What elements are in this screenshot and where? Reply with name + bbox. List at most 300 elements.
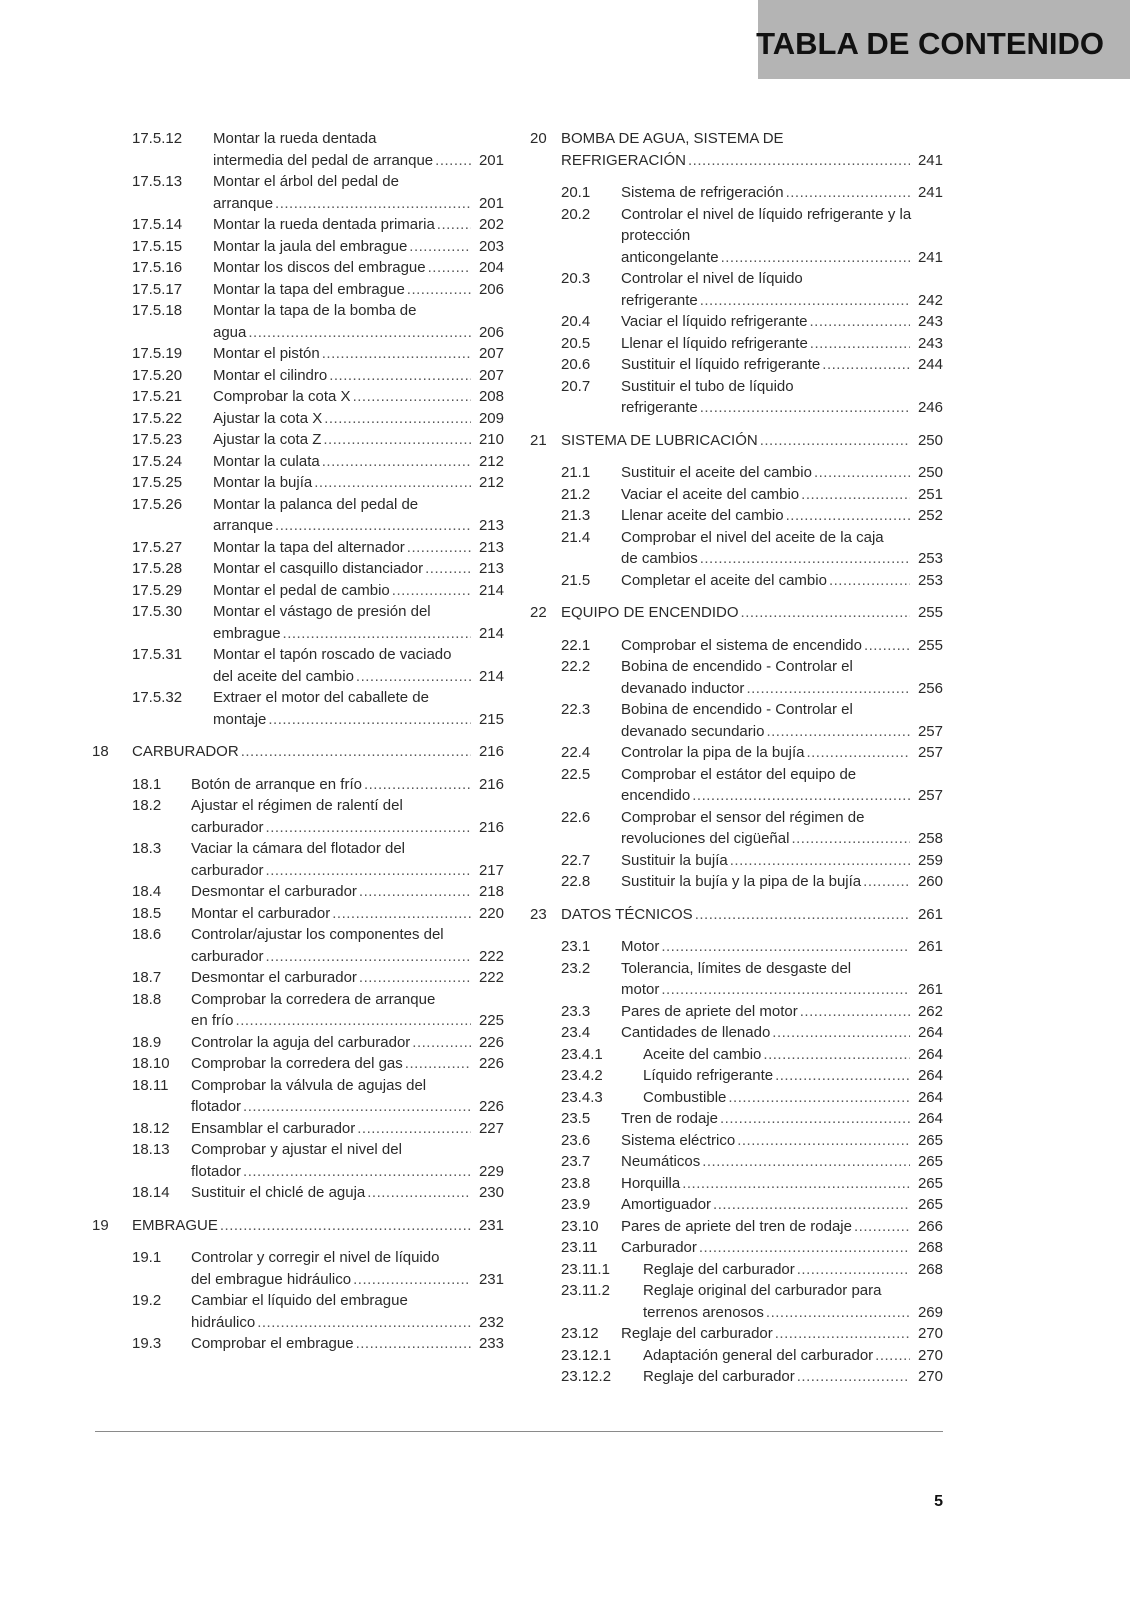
- toc-entry-number: 20.6: [561, 356, 591, 373]
- toc-chapter-entry[interactable]: [92, 741, 504, 763]
- toc-entry-title: de cambios: [621, 550, 698, 567]
- toc-entry-title: Adaptación general del carburador: [643, 1346, 874, 1364]
- toc-page-number: 243: [917, 313, 943, 330]
- toc-entry[interactable]: [530, 1001, 943, 1023]
- dot-leader: [392, 580, 471, 602]
- toc-entry-title: Montar la tapa del embrague: [213, 280, 405, 298]
- toc-page-number: 230: [478, 1184, 504, 1201]
- toc-entry-title: Vaciar el líquido refrigerante: [621, 313, 808, 330]
- dot-leader: [236, 1010, 471, 1032]
- toc-entry-number: 19.1: [132, 1249, 162, 1266]
- toc-entry[interactable]: [92, 903, 504, 925]
- dot-leader: [661, 936, 910, 958]
- dot-leader: [353, 1269, 471, 1291]
- toc-entry-number: 22.7: [561, 851, 591, 869]
- dot-leader: [322, 343, 471, 365]
- toc-entry-title: Ensamblar el carburador: [191, 1119, 356, 1137]
- toc-entry-number: 23.3: [561, 1002, 591, 1020]
- dot-leader: [854, 1216, 910, 1238]
- toc-entry[interactable]: [92, 1032, 504, 1054]
- toc-entry[interactable]: [92, 494, 504, 537]
- toc-entry[interactable]: [92, 601, 504, 644]
- dot-leader: [241, 741, 471, 763]
- toc-entry-title: del aceite del cambio: [213, 667, 354, 685]
- toc-page-number: 270: [917, 1325, 943, 1342]
- toc-page-number: 265: [917, 1196, 943, 1213]
- toc-entry-number: 21.3: [561, 507, 591, 524]
- toc-entry-title: Sistema de refrigeración: [621, 184, 784, 201]
- toc-entry-number: 21.1: [561, 464, 591, 481]
- dot-leader: [810, 311, 911, 333]
- toc-entry[interactable]: [92, 774, 504, 796]
- toc-entry-title: Montar la bujía: [213, 474, 313, 491]
- toc-entry-number: 17.5.12: [132, 130, 183, 147]
- toc-entry-title: Montar el cilindro: [213, 366, 328, 384]
- toc-entry[interactable]: [92, 429, 504, 451]
- toc-chapter-entry[interactable]: [530, 602, 943, 624]
- toc-entry-number: 17.5.25: [132, 474, 183, 491]
- toc-page-number: 261: [917, 981, 943, 998]
- toc-page-number: 222: [478, 969, 504, 986]
- toc-entry[interactable]: [92, 537, 504, 559]
- toc-page-number: 258: [917, 830, 943, 847]
- toc-entry[interactable]: [92, 687, 504, 730]
- toc-page-number: 209: [478, 409, 504, 427]
- toc-page-number: 268: [917, 1260, 943, 1278]
- toc-entry-title: Desmontar el carburador: [191, 883, 357, 900]
- toc-entry[interactable]: [530, 268, 943, 311]
- toc-entry-title: carburador: [191, 818, 264, 836]
- toc-entry-title: Montar los discos del embrague: [213, 259, 426, 276]
- toc-entry-title: Botón de arranque en frío: [191, 775, 362, 793]
- toc-entry[interactable]: [530, 958, 943, 1001]
- toc-entry-number: 18.14: [132, 1184, 170, 1201]
- toc-entry[interactable]: [530, 1366, 943, 1388]
- toc-entry-number: 17.5.28: [132, 560, 183, 577]
- dot-leader: [702, 1151, 910, 1173]
- toc-entry-number: 20.4: [561, 313, 591, 330]
- toc-page-number: 226: [478, 1033, 504, 1051]
- toc-entry-number: 21.5: [561, 571, 591, 589]
- toc-entry-title: Montar el carburador: [191, 904, 331, 922]
- toc-entry-title: Completar el aceite del cambio: [621, 571, 827, 589]
- toc-entry-title: Montar el pedal de cambio: [213, 581, 390, 599]
- toc-entry[interactable]: [530, 699, 943, 742]
- toc-entry[interactable]: [92, 580, 504, 602]
- dot-leader: [266, 860, 471, 882]
- dot-leader: [405, 1053, 471, 1075]
- toc-entry-number: 18.7: [132, 969, 162, 986]
- toc-entry[interactable]: [530, 182, 943, 204]
- toc-entry[interactable]: [92, 279, 504, 301]
- toc-entry-title: hidráulico: [191, 1313, 256, 1331]
- dot-leader: [359, 881, 471, 903]
- toc-entry-title: Comprobar el sistema de encendido: [621, 636, 862, 654]
- toc-entry-number: 23.11.2: [561, 1282, 610, 1299]
- toc-entry-number: 17.5.15: [132, 237, 183, 255]
- toc-entry-number: 23.12.2: [561, 1368, 612, 1385]
- toc-page-number: 241: [917, 151, 943, 169]
- toc-entry-number: 18.11: [132, 1076, 169, 1094]
- toc-entry[interactable]: [530, 505, 943, 527]
- toc-entry-title-line: Montar la tapa de la bomba de: [213, 302, 417, 319]
- dot-leader: [700, 290, 910, 312]
- toc-entry-title: Montar la tapa del alternador: [213, 538, 405, 556]
- dot-leader: [695, 904, 910, 926]
- toc-entry-number: 17.5.17: [132, 280, 183, 298]
- toc-entry[interactable]: [92, 1247, 504, 1290]
- toc-chapter-entry[interactable]: [530, 904, 943, 926]
- footer-divider: [95, 1431, 943, 1432]
- toc-entry-title: Comprobar la corredera del gas: [191, 1055, 403, 1072]
- toc-entry-number: 17.5.32: [132, 689, 183, 706]
- toc-entry[interactable]: [530, 333, 943, 355]
- toc-entry[interactable]: [92, 1075, 504, 1118]
- toc-entry[interactable]: [530, 1044, 943, 1066]
- toc-entry[interactable]: [92, 989, 504, 1032]
- toc-entry-number: 23.12.1: [561, 1346, 612, 1364]
- toc-page-number: 259: [917, 851, 943, 869]
- toc-page-number: 261: [917, 938, 943, 955]
- dot-leader: [275, 515, 471, 537]
- dot-leader: [737, 1130, 910, 1152]
- toc-entry[interactable]: [530, 1130, 943, 1152]
- toc-entry-number: 20.3: [561, 270, 591, 287]
- toc-entry-number: 23.9: [561, 1196, 591, 1213]
- toc-page-number: 253: [917, 571, 943, 589]
- toc-entry-title: en frío: [191, 1012, 234, 1029]
- toc-entry-number: 17.5.16: [132, 259, 183, 276]
- toc-entry-number: 20.2: [561, 205, 591, 223]
- toc-entry[interactable]: [92, 214, 504, 236]
- toc-page-number: 225: [478, 1012, 504, 1029]
- toc-entry-title: Montar el casquillo distanciador: [213, 560, 424, 577]
- dot-leader: [329, 365, 471, 387]
- toc-page-number: 264: [917, 1088, 943, 1106]
- toc-entry-title: Sustituir el aceite del cambio: [621, 464, 812, 481]
- toc-entry-number: 22: [530, 604, 547, 621]
- toc-entry-title: Sustituir la bujía y la pipa de la bujía: [621, 873, 862, 890]
- toc-entry[interactable]: [530, 1022, 943, 1044]
- dot-leader: [428, 257, 471, 279]
- toc-entry-title-line: Controlar el nivel de líquido refrigerante y la protección: [621, 205, 912, 244]
- toc-page-number: 253: [917, 550, 943, 567]
- toc-entry[interactable]: [92, 257, 504, 279]
- dot-leader: [692, 785, 910, 807]
- toc-entry[interactable]: [92, 1118, 504, 1140]
- toc-page-number: 206: [478, 280, 504, 298]
- toc-entry-title: CARBURADOR: [132, 743, 239, 760]
- toc-entry-title-line: Comprobar el estátor del equipo de: [621, 765, 857, 783]
- toc-entry-title-line: Controlar/ajustar los componentes del: [191, 926, 444, 943]
- toc-page-number: 269: [917, 1303, 943, 1321]
- toc-page-number: 210: [478, 431, 504, 448]
- toc-entry-number: 23.4.2: [561, 1067, 603, 1084]
- toc-entry-title-line: Sustituir el tubo de líquido: [621, 377, 794, 395]
- toc-entry[interactable]: [530, 1173, 943, 1195]
- toc-page-number: 250: [917, 431, 943, 449]
- toc-entry-title: Reglaje del carburador: [643, 1260, 795, 1278]
- toc-page-number: 204: [478, 259, 504, 276]
- toc-entry-title-line: Comprobar el nivel del aceite de la caja: [621, 528, 884, 546]
- toc-page-number: 214: [478, 581, 504, 599]
- toc-entry-title: Combustible: [643, 1088, 727, 1106]
- toc-page-number: 214: [478, 624, 504, 642]
- toc-entry[interactable]: [92, 967, 504, 989]
- toc-entry-number: 22.2: [561, 658, 591, 675]
- dot-leader: [786, 182, 910, 204]
- toc-entry[interactable]: [530, 484, 943, 506]
- toc-page-number: 268: [917, 1239, 943, 1256]
- toc-entry[interactable]: [530, 376, 943, 419]
- toc-entry[interactable]: [530, 204, 943, 269]
- dot-leader: [248, 322, 471, 344]
- toc-entry[interactable]: [92, 838, 504, 881]
- toc-page-number: 220: [478, 904, 504, 922]
- toc-entry[interactable]: [530, 462, 943, 484]
- toc-entry-title: Montar el pistón: [213, 345, 320, 362]
- toc-entry-title: Desmontar el carburador: [191, 969, 357, 986]
- toc-entry[interactable]: [92, 365, 504, 387]
- toc-entry-title-line: Comprobar el sensor del régimen de: [621, 808, 865, 826]
- toc-page-number: 208: [478, 388, 504, 405]
- dot-leader: [730, 850, 910, 872]
- toc-entry-title: flotador: [191, 1098, 242, 1115]
- dot-leader: [357, 1118, 471, 1140]
- dot-leader: [713, 1194, 910, 1216]
- toc-page-number: 217: [478, 861, 504, 879]
- toc-entry-number: 23: [530, 905, 547, 923]
- toc-page-number: 261: [917, 905, 943, 923]
- toc-entry[interactable]: [530, 354, 943, 376]
- toc-page-number: 207: [478, 345, 504, 362]
- toc-entry[interactable]: [530, 1280, 943, 1323]
- toc-page-number: 244: [917, 356, 943, 373]
- toc-entry-number: 19.2: [132, 1292, 162, 1309]
- toc-entry[interactable]: [530, 527, 943, 570]
- toc-entry[interactable]: [530, 1259, 943, 1281]
- toc-entry[interactable]: [530, 764, 943, 807]
- dot-leader: [829, 570, 910, 592]
- toc-entry[interactable]: [530, 1108, 943, 1130]
- toc-page-number: 255: [917, 636, 943, 654]
- toc-entry[interactable]: [530, 1216, 943, 1238]
- toc-entry[interactable]: [92, 924, 504, 967]
- toc-chapter-entry[interactable]: [92, 1215, 504, 1237]
- dot-leader: [257, 1312, 471, 1334]
- dot-leader: [814, 462, 910, 484]
- dot-leader: [407, 279, 471, 301]
- dot-leader: [797, 1366, 910, 1388]
- toc-entry-title-line: Cambiar el líquido del embrague: [191, 1292, 408, 1309]
- toc-entry[interactable]: [530, 1151, 943, 1173]
- toc-chapter-entry[interactable]: [530, 430, 943, 452]
- toc-entry-title-line: Bobina de encendido - Controlar el: [621, 701, 853, 718]
- dot-leader: [322, 451, 471, 473]
- toc-page-number: 262: [917, 1002, 943, 1020]
- toc-entry-number: 22.4: [561, 744, 591, 761]
- toc-entry-title-line: Extraer el motor del caballete de: [213, 689, 429, 706]
- toc-entry-number: 23.7: [561, 1153, 591, 1170]
- toc-entry-title-line: Controlar y corregir el nivel de líquido: [191, 1249, 440, 1266]
- toc-entry-title: Ajustar la cota Z: [213, 431, 322, 448]
- dot-leader: [220, 1215, 471, 1237]
- toc-entry[interactable]: [92, 881, 504, 903]
- toc-entry-title: REFRIGERACIÓN: [561, 151, 687, 169]
- toc-entry-number: 18.8: [132, 990, 162, 1008]
- dot-leader: [801, 484, 910, 506]
- toc-entry-title: Sustituir el chiclé de aguja: [191, 1184, 366, 1201]
- toc-entry-title: EMBRAGUE: [132, 1216, 218, 1234]
- dot-leader: [766, 721, 910, 743]
- toc-entry-title: EQUIPO DE ENCENDIDO: [561, 604, 739, 621]
- toc-chapter-entry[interactable]: [530, 128, 943, 171]
- toc-entry[interactable]: [530, 1237, 943, 1259]
- toc-entry[interactable]: [530, 1194, 943, 1216]
- toc-entry[interactable]: [530, 1065, 943, 1087]
- toc-entry-title: Ajustar la cota X: [213, 409, 323, 427]
- toc-page-number: 218: [478, 883, 504, 900]
- toc-entry[interactable]: [92, 300, 504, 343]
- toc-page-number: 232: [478, 1313, 504, 1331]
- toc-entry-title: Controlar la pipa de la bujía: [621, 744, 805, 761]
- toc-page-number: 264: [917, 1024, 943, 1041]
- toc-entry[interactable]: [530, 656, 943, 699]
- toc-page-number: 215: [478, 710, 504, 728]
- toc-entry[interactable]: [92, 386, 504, 408]
- toc-page-number: 216: [478, 775, 504, 793]
- toc-entry-number: 18.3: [132, 840, 162, 857]
- toc-entry[interactable]: [530, 1087, 943, 1109]
- toc-entry-title-line: Montar el vástago de presión del: [213, 603, 431, 620]
- toc-entry[interactable]: [92, 451, 504, 473]
- toc-page-number: 212: [478, 474, 504, 491]
- toc-page-number: 265: [917, 1131, 943, 1149]
- dot-leader: [435, 150, 471, 172]
- toc-page-number: 260: [917, 873, 943, 890]
- toc-entry[interactable]: [530, 311, 943, 333]
- toc-entry-number: 18: [92, 743, 109, 760]
- toc-entry-title: agua: [213, 323, 247, 341]
- dot-leader: [437, 214, 471, 236]
- toc-entry-number: 21.4: [561, 528, 591, 546]
- toc-entry[interactable]: [92, 1333, 504, 1355]
- toc-entry-number: 23.2: [561, 959, 591, 977]
- toc-entry[interactable]: [92, 171, 504, 214]
- toc-entry-title: Sistema eléctrico: [621, 1131, 736, 1149]
- toc-page-number: 242: [917, 291, 943, 309]
- toc-page-number: 266: [917, 1217, 943, 1235]
- toc-entry[interactable]: [92, 795, 504, 838]
- toc-entry[interactable]: [92, 236, 504, 258]
- toc-page-number: 246: [917, 399, 943, 416]
- dot-leader: [324, 408, 471, 430]
- toc-entry[interactable]: [530, 742, 943, 764]
- toc-entry-number: 17.5.23: [132, 431, 183, 448]
- toc-entry-number: 17.5.19: [132, 345, 183, 362]
- toc-page-number: 241: [917, 184, 943, 201]
- toc-entry-title: Líquido refrigerante: [643, 1067, 774, 1084]
- dot-leader: [800, 1001, 910, 1023]
- toc-entry-title: carburador: [191, 947, 264, 965]
- toc-entry[interactable]: [530, 1323, 943, 1345]
- dot-leader: [314, 472, 471, 494]
- toc-page-number: 213: [478, 538, 504, 556]
- toc-entry[interactable]: [92, 408, 504, 430]
- toc-entry-title: Pares de apriete del motor: [621, 1002, 798, 1020]
- toc-entry[interactable]: [92, 1182, 504, 1204]
- dot-leader: [359, 967, 471, 989]
- toc-page-number: 229: [478, 1162, 504, 1180]
- toc-entry[interactable]: [530, 1345, 943, 1367]
- dot-leader: [353, 386, 471, 408]
- toc-entry[interactable]: [92, 472, 504, 494]
- toc-entry[interactable]: [92, 558, 504, 580]
- toc-entry-number: 18.9: [132, 1033, 162, 1051]
- toc-page-number: 206: [478, 323, 504, 341]
- toc-entry[interactable]: [92, 128, 504, 171]
- toc-entry[interactable]: [92, 1053, 504, 1075]
- toc-entry-number: 22.8: [561, 873, 591, 890]
- toc-entry-number: 23.6: [561, 1131, 591, 1149]
- dot-leader: [323, 429, 471, 451]
- dot-leader: [268, 709, 471, 731]
- toc-entry[interactable]: [530, 635, 943, 657]
- toc-entry-title: Motor: [621, 938, 660, 955]
- toc-entry-title-line: BOMBA DE AGUA, SISTEMA DE: [561, 130, 784, 147]
- toc-entry-number: 23.12: [561, 1325, 599, 1342]
- dot-leader: [786, 505, 910, 527]
- toc-entry-number: 23.11: [561, 1239, 598, 1256]
- toc-entry[interactable]: [92, 1290, 504, 1333]
- toc-entry[interactable]: [530, 871, 943, 893]
- toc-entry[interactable]: [530, 807, 943, 850]
- toc-entry-number: 23.10: [561, 1217, 599, 1235]
- dot-leader: [797, 1259, 910, 1281]
- toc-entry-title: SISTEMA DE LUBRICACIÓN: [561, 431, 758, 449]
- toc-entry-number: 22.1: [561, 636, 591, 654]
- toc-entry-title: Reglaje del carburador: [643, 1368, 795, 1385]
- toc-page-number: 231: [478, 1270, 504, 1288]
- toc-entry[interactable]: [530, 850, 943, 872]
- toc-entry-title: Llenar el líquido refrigerante: [621, 334, 808, 352]
- toc-entry[interactable]: [530, 570, 943, 592]
- toc-entry-title: Controlar la aguja del carburador: [191, 1033, 411, 1051]
- toc-page-number: 255: [917, 604, 943, 621]
- toc-entry[interactable]: [530, 936, 943, 958]
- toc-entry[interactable]: [92, 644, 504, 687]
- toc-entry-number: 22.3: [561, 701, 591, 718]
- dot-leader: [425, 558, 471, 580]
- toc-entry-title: Reglaje del carburador: [621, 1325, 773, 1342]
- dot-leader: [775, 1323, 910, 1345]
- toc-page-number: 264: [917, 1067, 943, 1084]
- dot-leader: [721, 247, 910, 269]
- toc-entry-title: intermedia del pedal de arranque: [213, 151, 434, 169]
- toc-entry-number: 23.5: [561, 1110, 591, 1127]
- toc-entry-title-line: Comprobar la válvula de agujas del: [191, 1076, 427, 1094]
- toc-entry-number: 18.1: [132, 775, 162, 793]
- dot-leader: [760, 430, 910, 452]
- toc-entry-title: del embrague hidráulico: [191, 1270, 352, 1288]
- toc-entry[interactable]: [92, 343, 504, 365]
- toc-entry-number: 17.5.14: [132, 216, 183, 233]
- toc-page-number: 201: [478, 194, 504, 212]
- dot-leader: [367, 1182, 471, 1204]
- toc-entry-number: 22.5: [561, 765, 591, 783]
- toc-entry[interactable]: [92, 1139, 504, 1182]
- toc-entry-number: 19.3: [132, 1335, 162, 1352]
